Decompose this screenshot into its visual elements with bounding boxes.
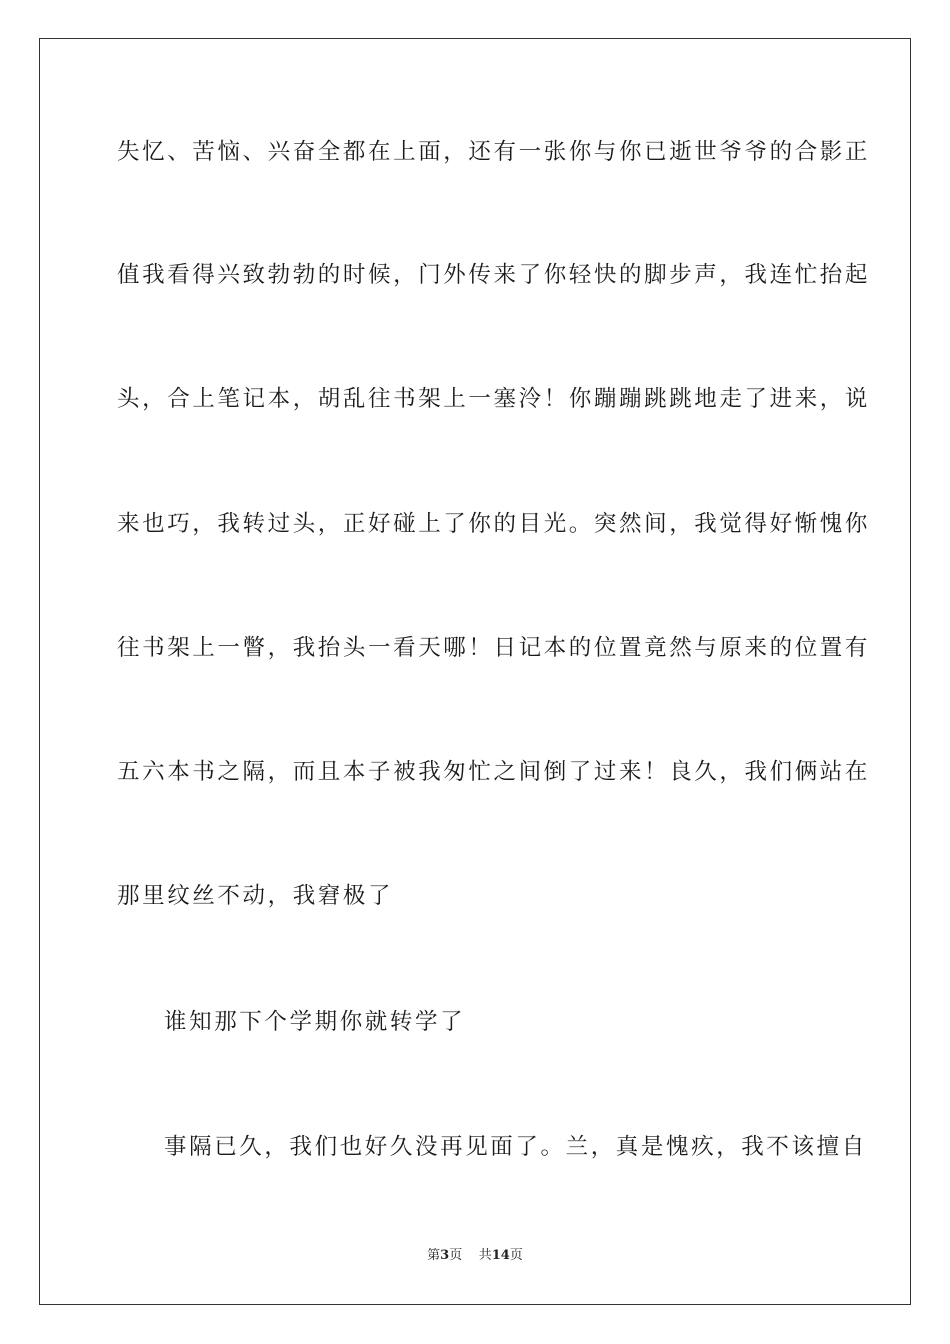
total-suffix: 页: [509, 1248, 523, 1263]
total-pages: 14: [491, 1248, 510, 1263]
text-line-2: 值我看得兴致勃勃的时候，门外传来了你轻快的脚步声，我连忙抬起: [117, 262, 871, 288]
text-line-8: 谁知那下个学期你就转学了: [164, 1009, 466, 1035]
page-suffix: 页: [449, 1248, 463, 1263]
total-prefix: 共: [478, 1248, 492, 1263]
text-line-4: 来也巧，我转过头，正好碰上了你的目光。突然间，我觉得好惭愧你: [117, 511, 871, 537]
text-line-5: 往书架上一瞥，我抬头一看天哪！日记本的位置竟然与原来的位置有: [117, 635, 871, 661]
page-number: 3: [440, 1248, 450, 1263]
page-footer: [0, 1249, 950, 1262]
page-prefix: 第: [427, 1248, 441, 1263]
text-line-1: 失忆、苦恼、兴奋全都在上面，还有一张你与你已逝世爷爷的合影正: [117, 139, 871, 165]
page-border: [39, 38, 911, 1305]
text-line-9: 事隔已久，我们也好久没再见面了。兰，真是愧疚，我不该擅自: [164, 1134, 867, 1160]
text-line-6: 五六本书之隔，而且本子被我匆忙之间倒了过来！良久，我们俩站在: [117, 759, 871, 785]
text-line-3: 头，合上笔记本，胡乱往书架上一塞泠！你蹦蹦跳跳地走了进来，说: [117, 386, 871, 412]
text-line-7: 那里纹丝不动，我窘极了: [117, 883, 394, 909]
